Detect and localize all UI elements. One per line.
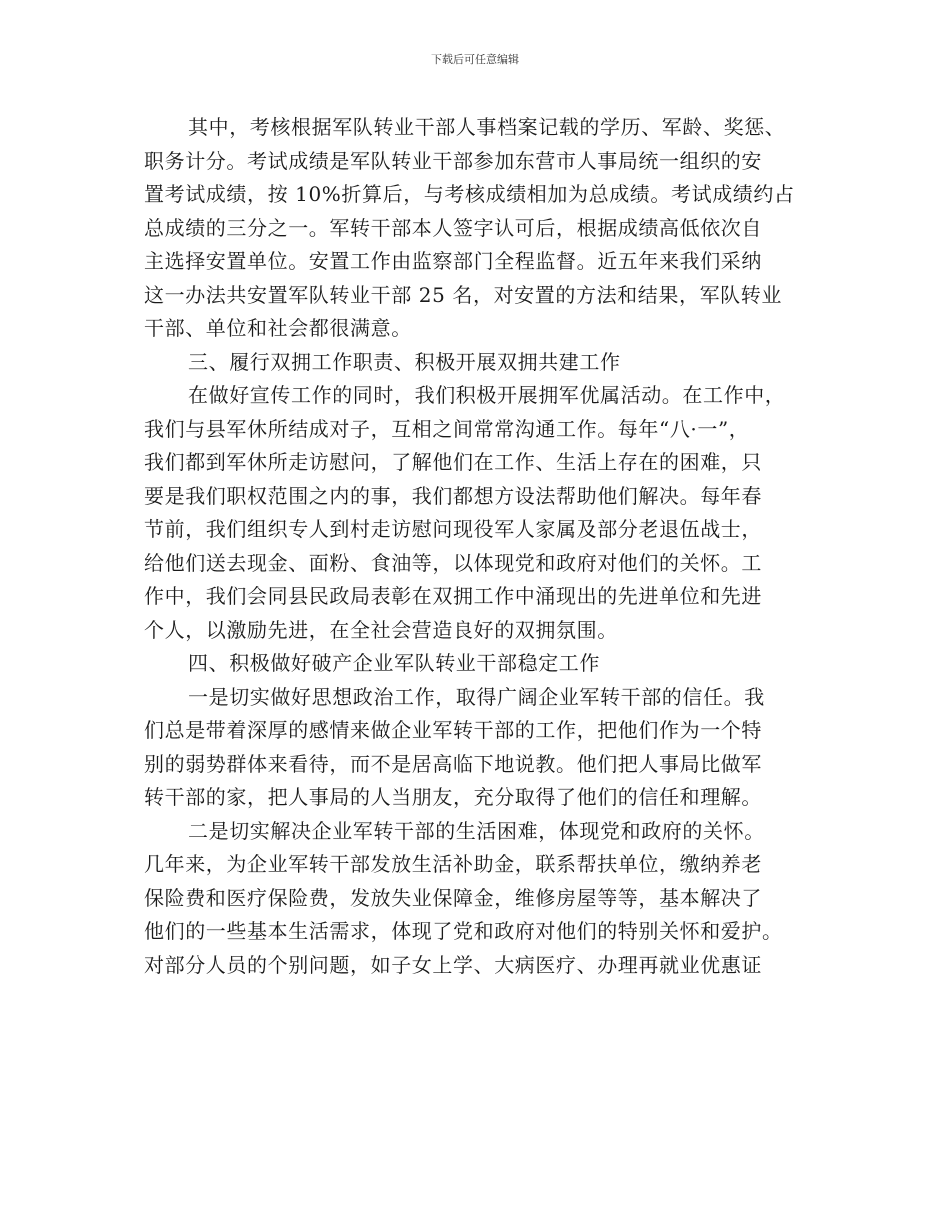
text-line: 转干部的家，把人事局的人当朋友，充分取得了他们的信任和理解。 [144,785,762,809]
text-line: 作中，我们会同县民政局表彰在双拥工作中涌现出的先进单位和先进 [144,584,762,608]
section-heading: 三、履行双拥工作职责、积极开展双拥共建工作 [188,349,621,374]
text-line: 他们的一些基本生活需求，体现了党和政府对他们的特别关怀和爱护。 [144,919,783,943]
page-header: 下载后可任意编辑 [431,53,519,66]
text-line: 我们与县军休所结成对子，互相之间常常沟通工作。每年“八·一”， [144,416,750,441]
text-line: 我们都到军休所走访慰问，了解他们在工作、生活上存在的困难，只 [144,450,762,474]
text-line: 这一办法共安置军队转业干部 25 名，对安置的方法和结果，军队转业 [144,282,782,307]
text-line: 其中，考核根据军队转业干部人事档案记载的学历、军龄、奖惩、 [188,115,786,139]
text-line: 几年来，为企业军转干部发放生活补助金，联系帮扶单位，缴纳养老 [144,852,762,876]
text-line: 二是切实解决企业军转干部的生活困难，体现党和政府的关怀。 [188,818,765,843]
text-line: 保险费和医疗保险费，发放失业保障金，维修房屋等等，基本解决了 [144,885,762,910]
text-line: 给他们送去现金、面粉、食油等，以体现党和政府对他们的关怀。工 [144,550,762,575]
text-line: 主选择安置单位。安置工作由监察部门全程监督。近五年来我们采纳 [144,249,762,273]
text-line: 置考试成绩，按 10%折算后，与考核成绩相加为总成绩。考试成绩约占 [144,182,795,206]
text-line: 要是我们职权范围之内的事，我们都想方设法帮助他们解决。每年春 [144,483,762,508]
text-line: 职务计分。考试成绩是军队转业干部参加东营市人事局统一组织的安 [144,148,762,173]
text-line: 一是切实做好思想政治工作，取得广阔企业军转干部的信任。我 [188,684,765,709]
text-line: 干部、单位和社会都很满意。 [144,316,412,340]
text-line: 别的弱势群体来看待，而不是居高临下地说教。他们把人事局比做军 [144,751,762,776]
document-body [144,111,804,982]
text-line: 总成绩的三分之一。军转干部本人签字认可后，根据成绩高低依次自 [144,215,762,240]
text-line: 节前，我们组织专人到村走访慰问现役军人家属及部分老退伍战士， [144,517,762,541]
section-heading: 四、积极做好破产企业军队转业干部稳定工作 [188,651,600,675]
text-line: 个人，以激励先进，在全社会营造良好的双拥氛围。 [144,617,618,642]
text-line: 对部分人员的个别问题，如子女上学、大病医疗、办理再就业优惠证 [144,952,762,977]
text-line: 在做好宣传工作的同时，我们积极开展拥军优属活动。在工作中， [188,383,786,407]
text-line: 们总是带着深厚的感情来做企业军转干部的工作，把他们作为一个特 [144,718,762,742]
